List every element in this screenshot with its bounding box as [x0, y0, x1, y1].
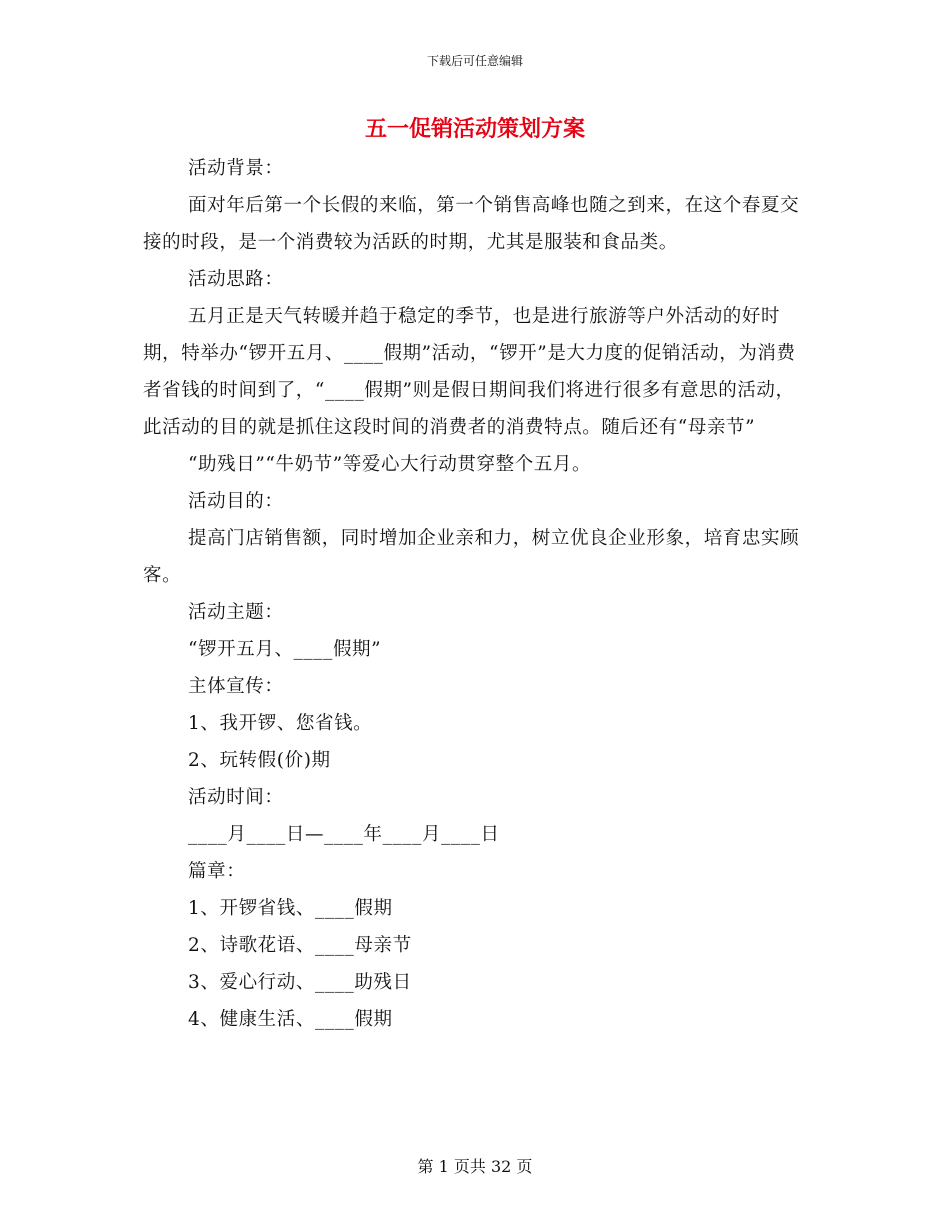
section-heading-theme: 活动主题： [188, 602, 284, 623]
list-item-chapter-2: 2、诗歌花语、____母亲节 [188, 935, 412, 956]
paragraph-theme: “锣开五月、____假期” [188, 639, 382, 660]
list-item-promotion-1: 1、我开锣、您省钱。 [188, 713, 373, 734]
paragraph-approach: 五月正是天气转暖并趋于稳定的季节，也是进行旅游等户外活动的好时期，特举办“锣开五月、____假期”活动，“锣开”是大力度的促销活动，为消费者省钱的时间到了，“____假期”则是假日期间我们将进行很多有意思的活动，此活动的目的就是抓住这段时间的消费者的消费特点。随后还有“母亲节” [143, 306, 796, 438]
paragraph-purpose: 提高门店销售额，同时增加企业亲和力，树立优良企业形象，培育忠实顾客。 [143, 528, 800, 586]
list-item-chapter-1: 1、开锣省钱、____假期 [188, 898, 393, 919]
header-note: 下载后可任意编辑 [426, 54, 523, 68]
paragraph-approach-continued: “助残日”“牛奶节”等爱心大行动贯穿整个五月。 [188, 454, 592, 475]
document-title: 五一促销活动策划方案 [364, 116, 585, 142]
paragraph-background: 面对年后第一个长假的来临，第一个销售高峰也随之到来，在这个春夏交接的时段，是一个消费较为活跃的时期，尤其是服装和食品类。 [143, 195, 800, 253]
paragraph-time: ____月____日—____年____月____日 [188, 824, 500, 845]
section-heading-background: 活动背景： [188, 158, 284, 179]
document-body [143, 150, 803, 1038]
section-heading-purpose: 活动目的： [188, 491, 284, 512]
section-heading-time: 活动时间： [188, 787, 284, 808]
list-item-chapter-3: 3、爱心行动、____助残日 [188, 972, 412, 993]
list-item-chapter-4: 4、健康生活、____假期 [188, 1009, 393, 1030]
list-item-promotion-2: 2、玩转假(价)期 [188, 750, 331, 771]
page-footer: 第 1 页共 32 页 [417, 1157, 533, 1176]
section-heading-chapters: 篇章： [188, 861, 246, 882]
section-heading-approach: 活动思路： [188, 269, 284, 290]
section-heading-promotion: 主体宣传： [188, 676, 284, 697]
